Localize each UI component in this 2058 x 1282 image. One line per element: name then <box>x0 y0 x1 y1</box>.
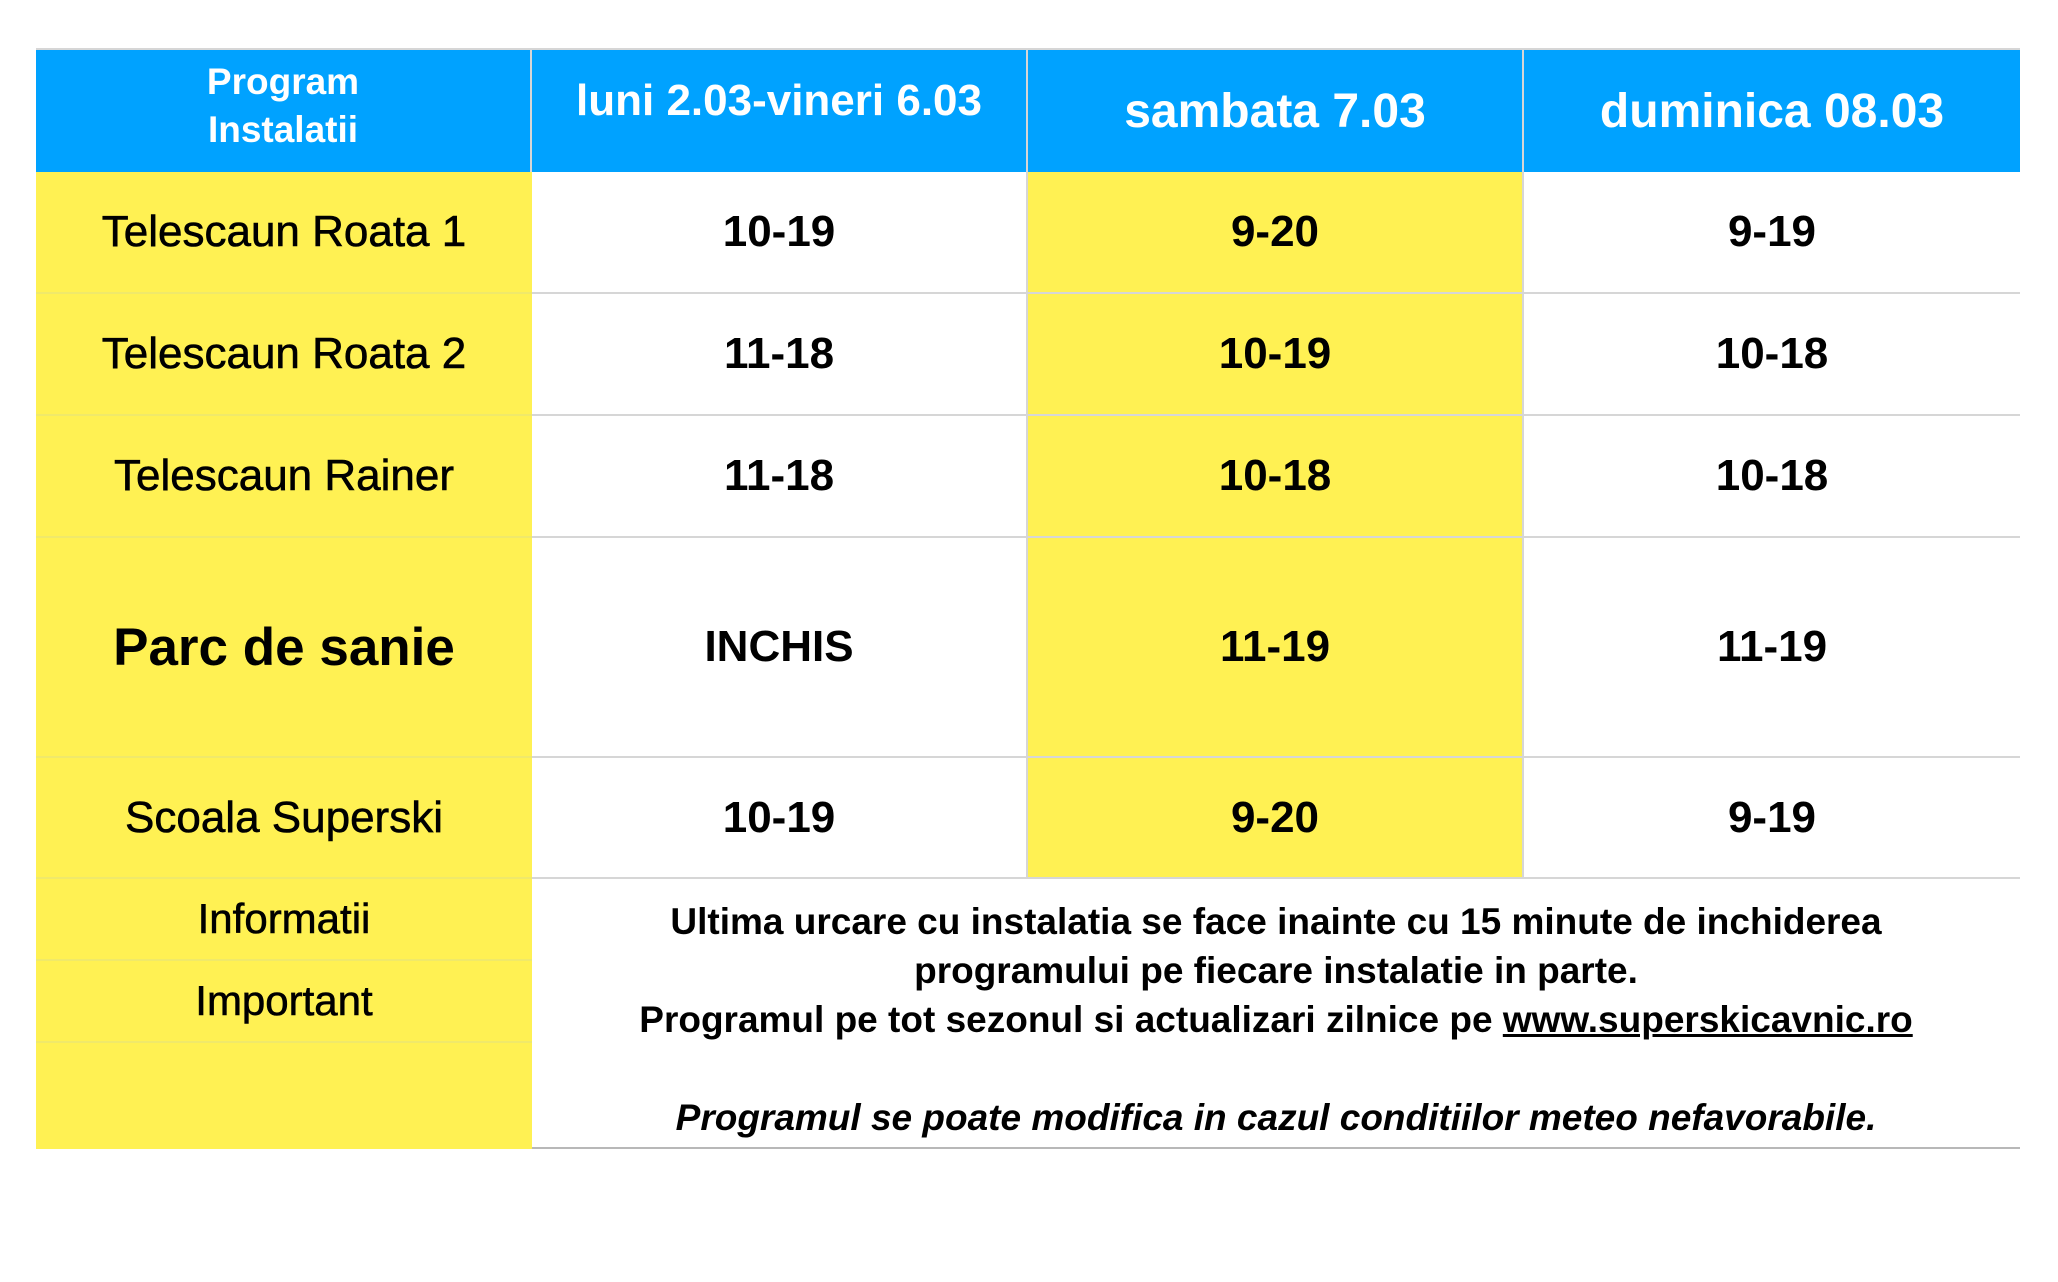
table-row <box>36 538 2020 758</box>
info-text-line2: programului pe fiecare instalatie in parte. <box>914 950 1638 991</box>
sunday-hours: 9-19 <box>1524 172 2020 294</box>
header-program-label: Program <box>206 61 360 102</box>
saturday-hours: 11-19 <box>1028 538 1524 758</box>
info-label-important: Important <box>36 961 532 1043</box>
row-name: Parc de sanie <box>36 538 532 758</box>
table-header-row <box>36 50 2020 172</box>
row-name: Telescaun Roata 2 <box>36 294 532 416</box>
header-weekdays: luni 2.03-vineri 6.03 <box>532 50 1028 172</box>
info-text-line4: Programul se poate modifica in cazul conditiilor meteo nefavorabile. <box>675 1097 1877 1138</box>
table-row <box>36 172 2020 294</box>
sunday-hours: 10-18 <box>1524 294 2020 416</box>
saturday-hours: 10-19 <box>1028 294 1524 416</box>
info-label-informatii: Informatii <box>36 879 532 961</box>
header-sunday: duminica 08.03 <box>1524 50 2020 172</box>
info-text-line3: Programul pe tot sezonul si actualizari zilnice pe <box>639 999 1493 1040</box>
website-link[interactable]: www.superskicavnic.ro <box>1502 999 1913 1040</box>
sunday-hours: 11-19 <box>1524 538 2020 758</box>
sunday-hours: 10-18 <box>1524 416 2020 538</box>
info-text-line3-wrap <box>639 995 1912 1044</box>
weekday-hours: 10-19 <box>532 172 1028 294</box>
table-row <box>36 294 2020 416</box>
schedule-table <box>36 50 2020 1149</box>
info-label-empty <box>36 1043 532 1149</box>
row-name: Telescaun Roata 1 <box>36 172 532 294</box>
info-row <box>36 879 2020 1149</box>
row-name: Telescaun Rainer <box>36 416 532 538</box>
info-text-line1: Ultima urcare cu instalatia se face inainte cu 15 minute de inchiderea <box>670 901 1882 942</box>
header-saturday: sambata 7.03 <box>1028 50 1524 172</box>
weekday-hours: 11-18 <box>532 416 1028 538</box>
header-instalatii-label: Instalatii <box>207 109 359 150</box>
saturday-hours: 10-18 <box>1028 416 1524 538</box>
saturday-hours: 9-20 <box>1028 172 1524 294</box>
info-text-cell <box>532 879 2020 1149</box>
table-row <box>36 758 2020 879</box>
weekday-hours: INCHIS <box>532 538 1028 758</box>
header-program-instalatii <box>36 50 532 172</box>
weekday-hours: 11-18 <box>532 294 1028 416</box>
info-label-cell <box>36 879 532 1149</box>
weekday-hours: 10-19 <box>532 758 1028 879</box>
table-row <box>36 416 2020 538</box>
sunday-hours: 9-19 <box>1524 758 2020 879</box>
row-name: Scoala Superski <box>36 758 532 879</box>
saturday-hours: 9-20 <box>1028 758 1524 879</box>
